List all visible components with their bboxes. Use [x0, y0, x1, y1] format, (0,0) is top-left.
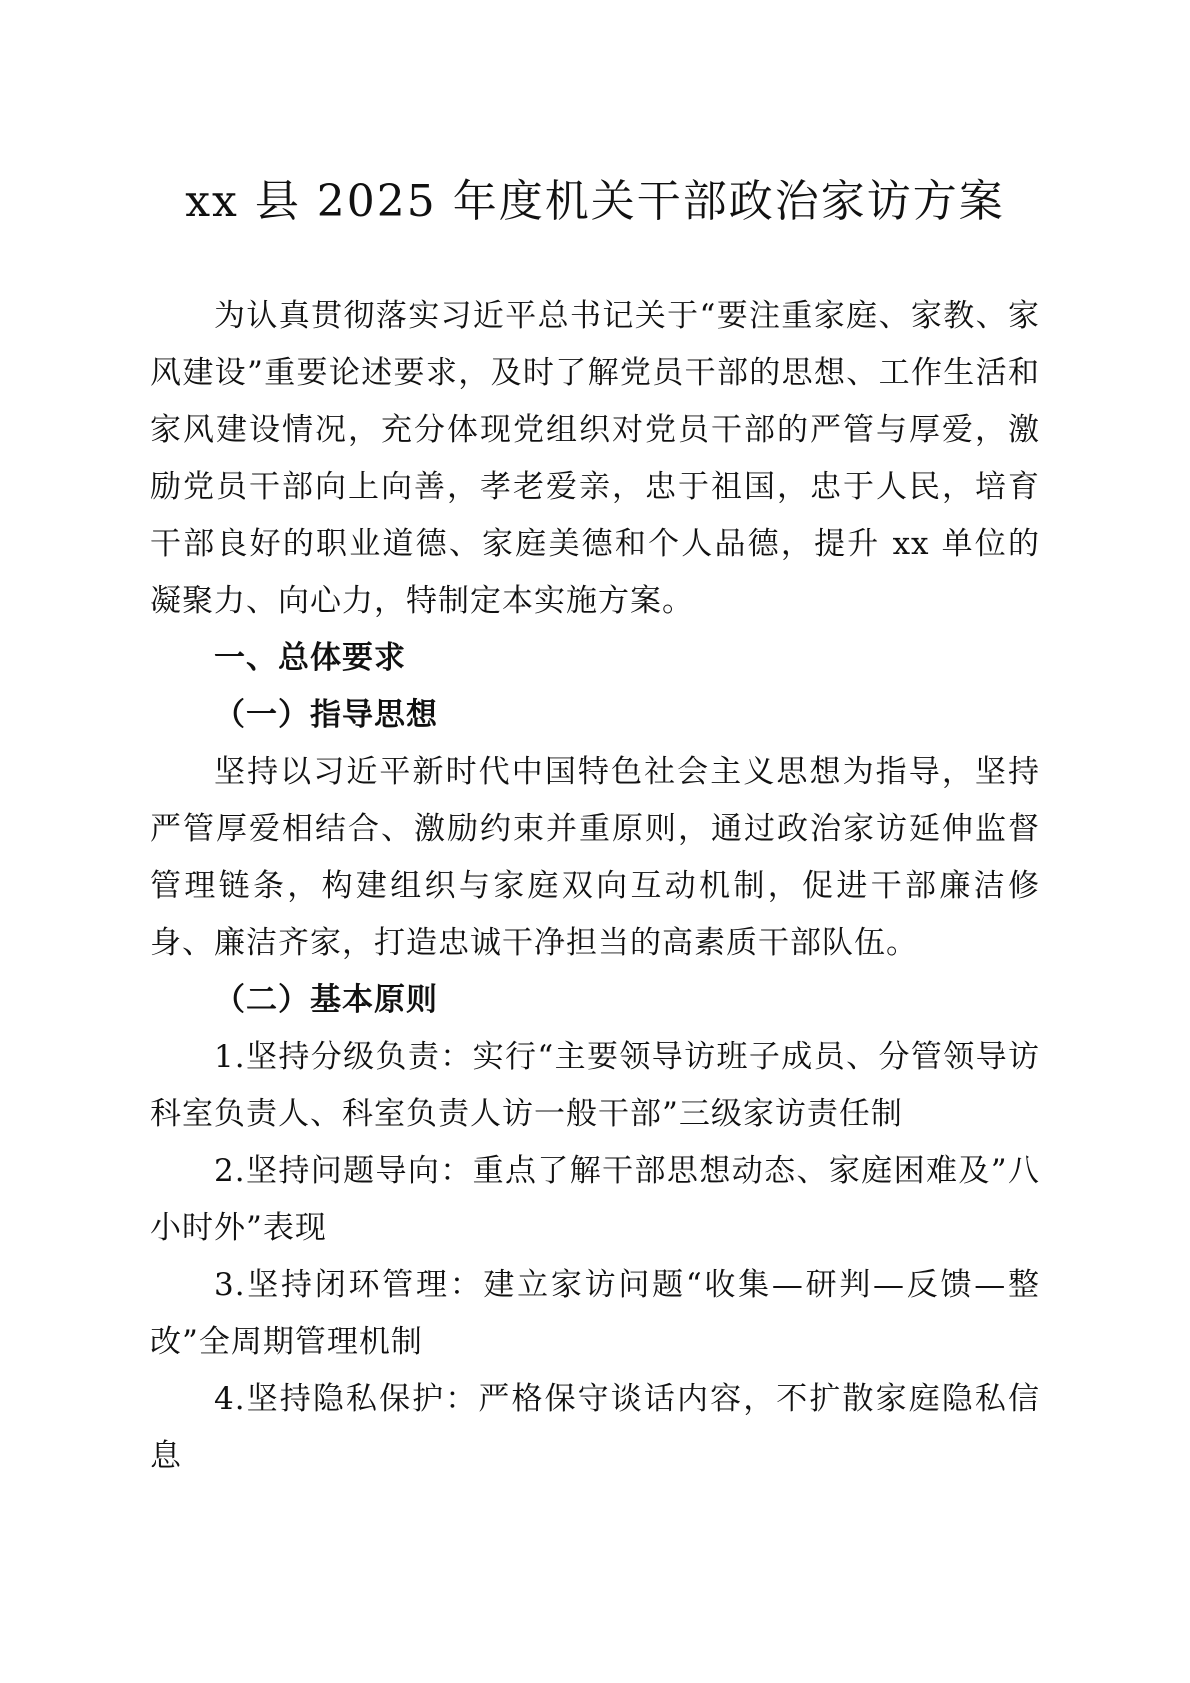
principle-item: 3.坚持闭环管理：建立家访问题“收集—研判—反馈—整改”全周期管理机制: [150, 1267, 1040, 1360]
principle-item: 1.坚持分级负责：实行“主要领导访班子成员、分管领导访科室负责人、科室负责人访一般干部”三级家访责任制: [150, 1039, 1040, 1132]
intro-paragraph: 为认真贯彻落实习近平总书记关于“要注重家庭、家教、家风建设”重要论述要求，及时了解党员干部的思想、工作生活和家风建设情况，充分体现党组织对党员干部的严管与厚爱，激励党员干部向上向善，孝老爱亲，忠于祖国，忠于人民，培育干部良好的职业道德、家庭美德和个人品德，提升 xx 单位的凝聚力、向心力，特制定本实施方案。: [150, 298, 1040, 619]
guiding-ideology-paragraph: 坚持以习近平新时代中国特色社会主义思想为指导，坚持严管厚爱相结合、激励约束并重原则，通过政治家访延伸监督管理链条，构建组织与家庭双向互动机制，促进干部廉洁修身、廉洁齐家，打造忠诚干净担当的高素质干部队伍。: [150, 754, 1040, 961]
principle-item: 2.坚持问题导向：重点了解干部思想动态、家庭困难及”八小时外”表现: [150, 1153, 1040, 1246]
subsection-heading-guiding-ideology: （一）指导思想: [214, 697, 438, 733]
document-body: [150, 288, 1040, 1485]
document-title: xx 县 2025 年度机关干部政治家访方案: [185, 176, 1005, 227]
principle-item: 4.坚持隐私保护：严格保守谈话内容，不扩散家庭隐私信息: [150, 1381, 1040, 1474]
subsection-heading-basic-principles: （二）基本原则: [214, 982, 438, 1018]
section-heading-general-requirements: 一、总体要求: [214, 640, 406, 676]
